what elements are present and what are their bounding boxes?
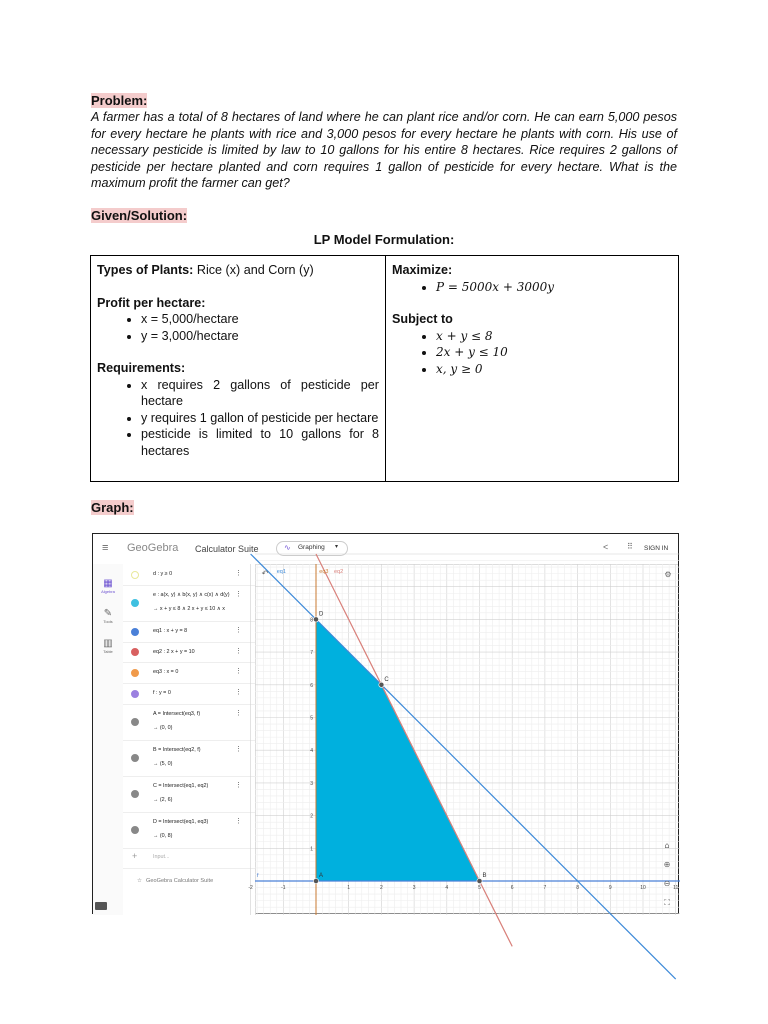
visibility-toggle-icon[interactable] (131, 571, 139, 579)
visibility-toggle-icon[interactable] (131, 690, 139, 698)
plus-icon: + (132, 851, 138, 861)
algebra-row[interactable] (123, 740, 255, 777)
objective-function: • P = 5000x + 3000y (436, 279, 672, 296)
more-options-icon[interactable]: ⋮ (235, 689, 242, 696)
algebra-row[interactable] (123, 642, 255, 663)
algebra-footer (137, 878, 213, 884)
x-tick-label: 10 (640, 885, 646, 891)
tab-label: Algebra (101, 589, 115, 594)
visibility-toggle-icon[interactable] (131, 754, 139, 762)
x-tick-label: 3 (412, 885, 416, 891)
problem-heading: Problem: (91, 93, 148, 108)
x-tick-label: 9 (608, 885, 612, 891)
given-heading: Given/Solution: (91, 208, 188, 223)
algebra-expression: A = Intersect(eq3, f) (153, 711, 201, 717)
chevron-down-icon: ▾ (335, 544, 339, 550)
visibility-toggle-icon[interactable] (131, 648, 139, 656)
tab-tools[interactable] (97, 608, 119, 624)
more-options-icon[interactable]: ⋮ (235, 710, 242, 717)
geogebra-logo: GeoGebra (127, 542, 179, 554)
y-tick-label: 4 (310, 748, 313, 755)
algebra-expression: f : y = 0 (153, 690, 171, 696)
algebra-row[interactable] (123, 585, 255, 622)
keyboard-icon[interactable] (95, 902, 107, 910)
undo-icon[interactable]: ↶ (261, 569, 269, 578)
problem-text: A farmer has a total of 8 hectares of land where he can plant rice and/or corn. He can earn 5,000 pesos for every hectare he plants with rice and 3,000 pesos for every hectare he plants with corn. His use of necessary pesticide is limited by law to 10 gallons for his entire 8 hectares. Rice requires 2 gallons of pesticide per hectare planted and corn requires 1 gallon of pesticide for every hectare. What is the maximum profit the farmer can get? (91, 110, 677, 191)
point-label: D (319, 611, 324, 618)
types-value: Rice (x) and Corn (y) (193, 263, 314, 277)
y-tick-label: 6 (310, 682, 313, 689)
more-options-icon[interactable]: ⋮ (235, 627, 242, 634)
lp-right-cell (386, 256, 678, 481)
geogebra-sidebar (93, 564, 124, 915)
y-tick-label: 7 (310, 650, 313, 657)
algebra-result: → (5, 0) (153, 761, 173, 767)
x-tick-label: 6 (510, 885, 514, 891)
subject-to-label: Subject to (392, 312, 453, 326)
x-tick-label: 11 (673, 885, 679, 891)
fullscreen-icon[interactable]: ⛶ (664, 898, 670, 907)
x-tick-label: 1 (347, 885, 351, 891)
algebra-row[interactable] (123, 564, 255, 586)
lp-model-table (90, 255, 679, 482)
x-tick-label: -1 (281, 885, 286, 891)
more-options-icon[interactable]: ⋮ (235, 818, 242, 825)
y-tick-label: 8 (310, 617, 313, 624)
list-item: • x = 5,000/hectare (141, 311, 379, 328)
profit-list (97, 311, 379, 344)
algebra-expression: C = Intersect(eq1, eq2) (153, 783, 209, 789)
more-options-icon[interactable]: ⋮ (235, 570, 242, 577)
tab-algebra[interactable] (97, 578, 119, 594)
point-label: A (319, 873, 324, 879)
input-placeholder: Input... (153, 854, 170, 860)
line-label: eq3 (319, 569, 329, 575)
profit-label: Profit per hectare: (97, 295, 206, 310)
algebra-result: → x + y ≤ 8 ∧ 2 x + y ≤ 10 ∧ x (153, 606, 225, 612)
algebra-input[interactable] (123, 848, 255, 869)
graphics-view[interactable] (248, 564, 680, 915)
x-tick-label: 7 (543, 885, 547, 891)
algebra-view (123, 564, 256, 915)
point-c (379, 682, 384, 687)
lp-title: LP Model Formulation: (313, 232, 455, 247)
zoom-in-icon[interactable]: ⊕ (663, 860, 671, 869)
requirements-label: Requirements: (97, 361, 186, 375)
list-item: • y requires 1 gallon of pesticide per hectare (141, 410, 379, 427)
algebra-row[interactable] (123, 621, 255, 643)
mode-label: Graphing (298, 544, 325, 551)
table-icon: ▥ (103, 638, 113, 649)
point-a (313, 878, 318, 883)
tab-label: Tools (103, 619, 113, 624)
algebra-row[interactable] (123, 704, 255, 741)
footer-label: GeoGebra Calculator Suite (146, 878, 214, 884)
algebra-row[interactable] (123, 683, 255, 705)
star-icon: ☆ (137, 878, 143, 884)
algebra-row[interactable] (123, 662, 255, 684)
requirements-list (97, 377, 379, 460)
algebra-result: → (0, 0) (153, 725, 173, 731)
share-icon[interactable]: < (603, 542, 609, 552)
algebra-result: → (2, 6) (153, 797, 173, 803)
algebra-expression: eq2 : 2 x + y = 10 (153, 649, 195, 655)
constraint-item: • x + y ≤ 8 (436, 328, 672, 345)
list-item: • pesticide is limited to 10 gallons for 8 hectares (141, 426, 379, 459)
home-icon[interactable]: ⌂ (664, 841, 670, 850)
point-label: B (482, 873, 487, 879)
x-tick-label: -2 (248, 885, 253, 891)
tab-label: Table (103, 649, 113, 654)
menu-icon[interactable]: ≡ (102, 542, 109, 554)
point-label: C (384, 676, 389, 683)
constraint-item: • 2x + y ≤ 10 (436, 344, 672, 361)
geogebra-screenshot (92, 533, 679, 914)
x-tick-label: 4 (445, 885, 449, 891)
algebra-expression: eq3 : x = 0 (153, 669, 179, 675)
constraint-item: • x, y ≥ 0 (436, 361, 672, 378)
types-label: Types of Plants: (97, 263, 194, 277)
lp-left-cell (91, 256, 386, 481)
zoom-out-icon[interactable]: ⊖ (663, 879, 671, 888)
algebra-expression: B = Intersect(eq2, f) (153, 747, 201, 753)
constraints-list (392, 328, 672, 378)
y-tick-label: 1 (310, 846, 313, 853)
maximize-label: Maximize: (392, 263, 453, 277)
algebra-expression: d : y ≥ 0 (153, 571, 173, 577)
visibility-toggle-icon[interactable] (131, 790, 139, 798)
tools-icon: ✎ (103, 608, 113, 619)
list-item: • y = 3,000/hectare (141, 328, 379, 345)
algebra-expression: eq1 : x + y = 8 (153, 628, 188, 634)
y-tick-label: 2 (310, 813, 313, 820)
x-tick-label: 5 (478, 885, 481, 891)
visibility-toggle-icon[interactable] (131, 669, 139, 677)
types-of-plants (97, 262, 379, 279)
visibility-toggle-icon[interactable] (131, 628, 139, 636)
sign-in-button[interactable]: SIGN IN (644, 545, 669, 552)
tab-table[interactable] (97, 638, 119, 654)
algebra-row[interactable] (123, 812, 255, 849)
line-label: eq2 (333, 569, 344, 575)
algebra-expression: e : a(x, y) ∧ b(x, y) ∧ c(x) ∧ d(y) (153, 592, 230, 598)
line-label: eq1 (276, 569, 286, 575)
x-tick-label: 2 (380, 885, 383, 891)
line-label: f (257, 873, 259, 879)
algebra-expression: D = Intersect(eq1, eq3) (153, 819, 209, 825)
visibility-toggle-icon[interactable] (131, 718, 139, 726)
algebra-row[interactable] (123, 776, 255, 813)
more-options-icon[interactable]: ⋮ (235, 782, 242, 789)
point-d (313, 617, 318, 622)
graph-heading: Graph: (91, 500, 134, 515)
more-options-icon[interactable]: ⋮ (235, 668, 242, 675)
suite-title: Calculator Suite (195, 544, 259, 554)
more-options-icon[interactable]: ⋮ (235, 591, 242, 598)
point-b (477, 878, 482, 883)
y-tick-label: 5 (310, 715, 313, 722)
objective-list (392, 279, 672, 296)
calculator-icon: ▦ (103, 578, 113, 589)
more-options-icon[interactable]: ⋮ (235, 648, 242, 655)
x-tick-label: 8 (576, 885, 579, 891)
list-item: • x requires 2 gallons of pesticide per hectare (141, 377, 379, 410)
visibility-toggle-icon[interactable] (131, 826, 139, 834)
apps-grid-icon[interactable]: ⠿ (627, 542, 633, 551)
settings-gear-icon[interactable]: ⚙ (664, 570, 672, 579)
graphing-icon: ∿ (284, 543, 291, 552)
y-tick-label: 3 (310, 780, 313, 787)
more-options-icon[interactable]: ⋮ (235, 746, 242, 753)
visibility-toggle-icon[interactable] (131, 599, 139, 607)
algebra-result: → (0, 8) (153, 833, 173, 839)
